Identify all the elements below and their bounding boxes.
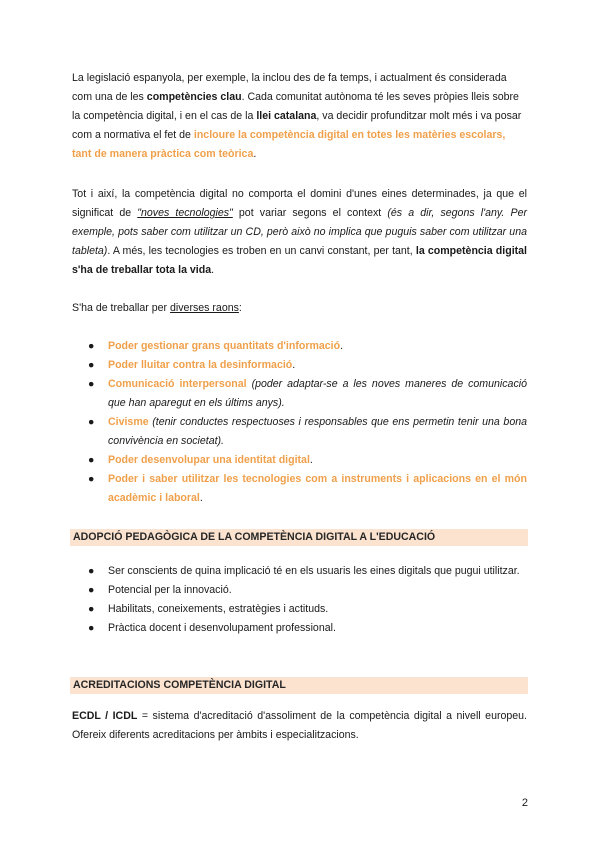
section-heading-accreditations: ACREDITACIONS COMPETÈNCIA DIGITAL [70,677,528,694]
bullet-icon: ● [88,359,95,371]
adoption-list [72,562,527,638]
text: S'ha de treballar per [72,302,171,314]
underlined-new-technologies: "noves tecnologies" [137,207,233,219]
italic-example: (és a dir, segons l'any. Per exemple, pots saber com utilitzar un CD, però això no implica que puguis saber com utilitzar una tableta) [72,207,527,257]
paragraph-legislation [72,69,527,164]
bold-key-competences: competències clau [146,91,242,103]
text: pot variar segons el context [232,207,388,219]
text: . [211,264,215,276]
bold-lifelong: la competència digital s'ha de treballar tota la vida [72,245,527,276]
bold-ecdl: ECDL / ICDL [72,710,138,722]
bullet-icon: ● [88,565,95,577]
list-item: ● Potencial per la innovació. [72,581,527,600]
bullet-icon: ● [88,603,95,615]
text: : [238,302,242,314]
list-item: ● Poder i saber utilitzar les tecnologies com a instruments i aplicacions en el món acadèmic i laboral. [72,470,527,508]
bold-catalan-law: llei catalana [256,110,317,122]
bullet-icon: ● [88,454,95,466]
highlight-include-competence: incloure la competència digital en totes les matèries escolars, tant de manera pràctica com teòrica [72,129,506,160]
list-item: ● Comunicació interpersonal (poder adaptar-se a les noves maneres de comunicació que han aparegut en els últims anys). [72,375,527,413]
page-number: 2 [521,797,528,809]
list-item: ● Ser conscients de quina implicació té en els usuaris les eines digitals que pugui utilitzar. [72,562,527,581]
list-item: ● Poder gestionar grans quantitats d'informació. [72,337,527,356]
text: = sistema d'acreditació d'assoliment de la competència digital a nivell europeu. Ofereix diferents acreditacions per àmbits i especialitzacions. [72,710,527,741]
bullet-icon: ● [88,340,95,352]
reasons-list [72,337,527,508]
text: . Cada comunitat autònoma té les seves pròpies lleis sobre la competència digital, i en el cas de la [72,91,519,122]
text: . A més, les tecnologies es troben en un canvi constant, per tant, [107,245,416,257]
paragraph-ecdl [72,707,527,745]
paragraph-new-technologies [72,185,527,280]
list-item: ● Poder lluitar contra la desinformació. [72,356,527,375]
section-heading-adoption: ADOPCIÓ PEDAGÒGICA DE LA COMPETÈNCIA DIGITAL A L'EDUCACIÓ [70,529,528,546]
text: Tot i així, la competència digital no comporta el domini d'unes eines determinades, ja que el significat de [72,188,527,219]
list-item: ● Pràctica docent i desenvolupament professional. [72,619,527,638]
bullet-icon: ● [88,584,95,596]
text: , va decidir profunditzar molt més i va posar com a normativa el fet de [72,110,522,141]
bullet-icon: ● [88,622,95,634]
underlined-diverse-reasons: diverses raons [170,302,239,314]
text: . [253,148,257,160]
bullet-icon: ● [88,416,95,428]
list-item: ● Civisme (tenir conductes respectuoses i responsables que ens permetin tenir una bona convivència en societat). [72,413,527,451]
list-item: ● Poder desenvolupar una identitat digital. [72,451,527,470]
list-item: ● Habilitats, coneixements, estratègies i actituds. [72,600,527,619]
bullet-icon: ● [88,378,95,390]
text: La legislació espanyola, per exemple, la inclou des de fa temps, i actualment és considerada com una de les [72,72,507,103]
paragraph-reasons-intro [72,299,527,318]
bullet-icon: ● [88,473,95,485]
